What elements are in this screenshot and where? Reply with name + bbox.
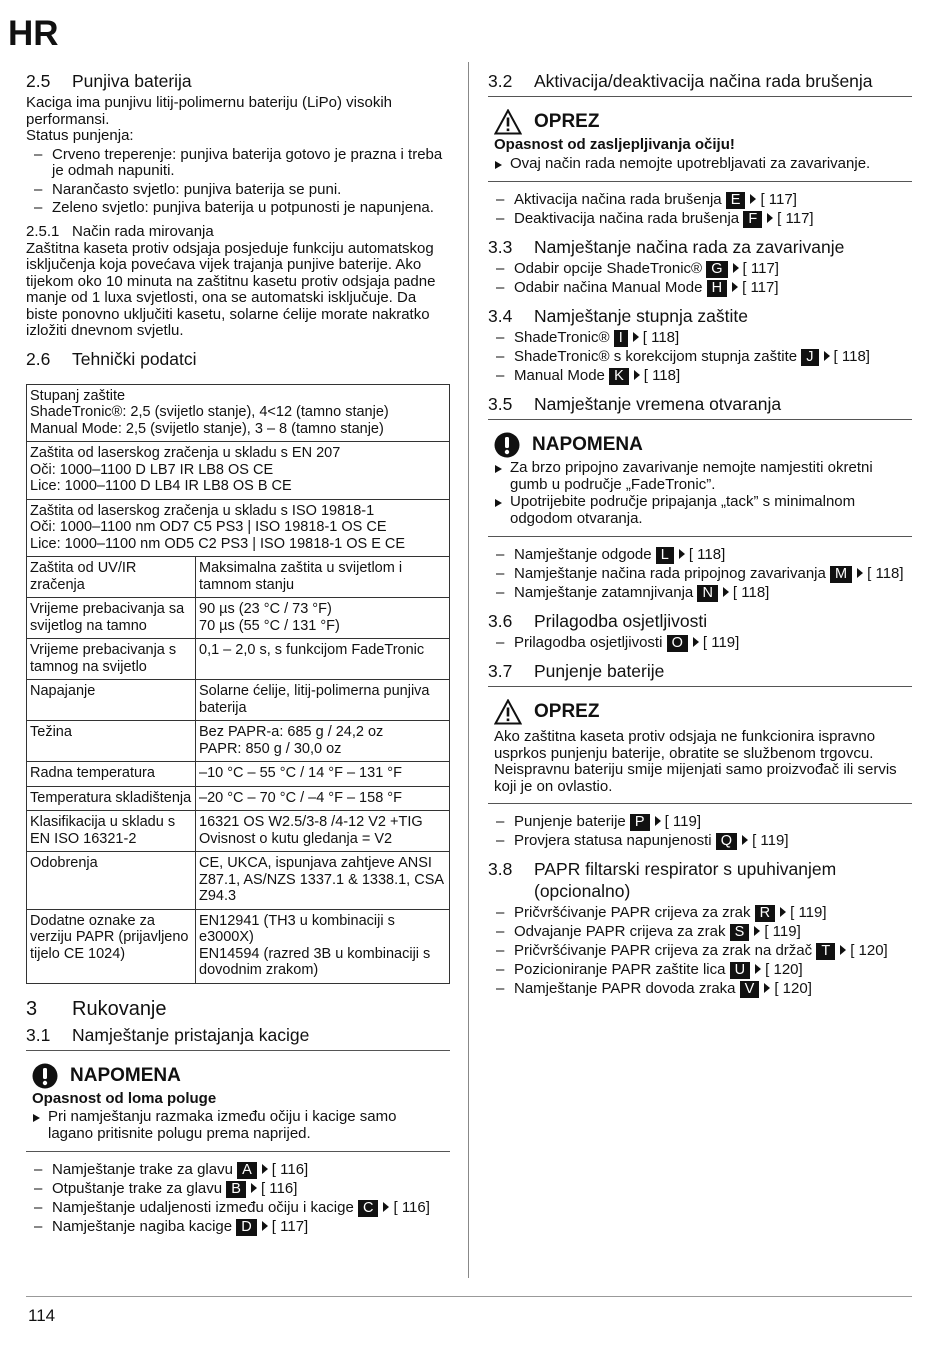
table-row: Temperatura skladištenja –20 °C – 70 °C / –4 °F – 158 °F — [27, 786, 450, 811]
notice-label: OPREZ — [534, 701, 600, 722]
table-row: Dodatne oznake za verziju PAPR (prijavljeno tijelo CE 1024) EN12941 (TH3 u kombinaciji s e3000X) EN14594 (razred 3B u kombinaciji s dovodnim zrakom) — [27, 909, 450, 983]
page-ref[interactable]: [ 117] — [777, 210, 814, 227]
technical-data-table — [26, 384, 450, 984]
page-ref[interactable]: [ 117] — [742, 279, 779, 296]
figure-badge: D — [236, 1219, 256, 1236]
page-ref[interactable]: [ 120] — [774, 980, 812, 997]
figure-badge: N — [697, 585, 717, 602]
step-item: – Namještanje trake za glavu A [ 116] — [26, 1162, 450, 1179]
list-item: Za brzo pripojno zavarivanje nemojte namjestiti okretni gumb u područje „FadeTronic”. — [494, 460, 906, 493]
page-ref[interactable]: [ 118] — [867, 565, 904, 582]
step-item: – Namještanje nagiba kacige D [ 117] — [26, 1219, 450, 1236]
figure-badge: S — [730, 924, 750, 941]
figure-badge: H — [707, 280, 727, 297]
step-item: – Namještanje zatamnjivanja N [ 118] — [488, 585, 912, 602]
figure-badge: V — [740, 981, 760, 998]
page-ref[interactable]: [ 116] — [260, 1180, 298, 1197]
figure-badge: O — [667, 635, 688, 652]
table-row: Vrijeme prebacivanja sa svijetlog na tamno 90 µs (23 °C / 73 °F) 70 µs (55 °C / 131 °F) — [27, 598, 450, 639]
figure-badge: B — [226, 1181, 246, 1198]
page-ref[interactable]: [ 119] — [764, 923, 801, 940]
section-heading: 2.6 Tehnički podatci — [26, 348, 197, 369]
section-heading: 2.5 Punjiva baterija — [26, 71, 192, 91]
figure-badge: J — [801, 349, 818, 366]
arrow-icon — [383, 1202, 389, 1212]
column-divider — [468, 62, 469, 1278]
step-list — [488, 905, 912, 998]
chapter-heading: 3 Rukovanje — [26, 997, 167, 1020]
exclamation-icon — [494, 432, 520, 458]
caution-box — [488, 695, 912, 804]
arrow-icon — [251, 1183, 257, 1193]
figure-badge: E — [726, 192, 746, 209]
section-heading: 3.8 PAPR filtarski respirator s upuhivanjem (opcionalno) — [488, 859, 837, 901]
language-code: HR — [8, 14, 59, 53]
step-item: – Namještanje načina rada pripojnog zavarivanja M [ 118] — [488, 566, 912, 583]
page-ref[interactable]: [ 116] — [393, 1199, 430, 1216]
step-item: – Odabir opcije ShadeTronic® G [ 117] — [488, 261, 912, 278]
exclamation-icon — [32, 1063, 58, 1089]
arrow-icon — [733, 263, 739, 273]
step-item: – ShadeTronic® I [ 118] — [488, 330, 912, 347]
page-ref[interactable]: [ 118] — [643, 367, 681, 384]
section-heading: 3.1 Namještanje pristajanja kacige — [26, 1024, 450, 1051]
warning-triangle-icon — [494, 109, 522, 135]
arrow-icon — [723, 587, 729, 597]
left-column — [26, 62, 450, 1238]
page-ref[interactable]: [ 117] — [271, 1218, 309, 1235]
table-row: Težina Bez PAPR-a: 685 g / 24,2 oz PAPR: 850 g / 30,0 oz — [27, 721, 450, 762]
figure-badge: F — [743, 211, 762, 228]
arrow-icon — [750, 194, 756, 204]
page-ref[interactable]: [ 119] — [790, 904, 827, 921]
step-item: – Punjenje baterije P [ 119] — [488, 814, 912, 831]
right-column — [488, 62, 912, 1000]
page-ref[interactable]: [ 120] — [850, 942, 888, 959]
step-list — [488, 547, 912, 602]
footer-rule — [26, 1296, 912, 1297]
step-item: – Odabir načina Manual Mode H [ 117] — [488, 280, 912, 297]
figure-badge: Q — [716, 833, 737, 850]
section-heading: 3.5 Namještanje vremena otvaranja — [488, 393, 912, 420]
notice-subtitle: Opasnost od loma poluge — [32, 1089, 217, 1107]
page-ref[interactable]: [ 118] — [642, 329, 680, 346]
step-list — [488, 814, 912, 850]
page-ref[interactable]: [ 119] — [702, 634, 740, 651]
arrow-icon — [764, 983, 770, 993]
arrow-icon — [767, 213, 773, 223]
notice-label: NAPOMENA — [532, 434, 643, 455]
arrow-icon — [262, 1164, 268, 1174]
page-ref[interactable]: [ 119] — [664, 813, 702, 830]
step-list — [488, 192, 912, 228]
figure-badge: K — [609, 368, 629, 385]
arrow-icon — [824, 351, 830, 361]
step-item: – Manual Mode K [ 118] — [488, 368, 912, 385]
arrow-icon — [742, 835, 748, 845]
step-item: – Otpuštanje trake za glavu B [ 116] — [26, 1181, 450, 1198]
table-row: Napajanje Solarne ćelije, litij-polimerna punjiva baterija — [27, 680, 450, 721]
step-item: – Deaktivacija načina rada brušenja F [ 117] — [488, 211, 912, 228]
step-list — [488, 261, 912, 297]
figure-badge: R — [755, 905, 775, 922]
table-row: Vrijeme prebacivanja s tamnog na svijetlo 0,1 – 2,0 s, s funkcijom FadeTronic — [27, 639, 450, 680]
step-item: – Provjera statusa napunjenosti Q [ 119] — [488, 833, 912, 850]
charge-status-list — [26, 147, 450, 217]
page-number: 114 — [28, 1306, 56, 1325]
arrow-icon — [755, 964, 761, 974]
section-heading: 3.7 Punjenje baterije — [488, 660, 912, 687]
figure-badge: L — [656, 547, 674, 564]
table-row: Odobrenja CE, UKCA, ispunjava zahtjeve ANSI Z87.1, AS/NZS 1337.1 & 1338.1, CSA Z94.3 — [27, 852, 450, 910]
step-list — [26, 1162, 450, 1236]
page-ref[interactable]: [ 118] — [688, 546, 726, 563]
figure-badge: M — [830, 566, 852, 583]
notice-label: NAPOMENA — [70, 1064, 181, 1086]
paragraph: Zaštitna kaseta protiv odsjaja posjeduje funkciju automatskog isključenja koja povećava vijek trajanja punjive baterije. Ako tijekom oko 10 minuta na zaštitnu kasetu protiv odsjaja padne manje od 1 luxa svjetlosti, ona se automatski isključuje. Da biste ponovno uključiti kasetu, solarne ćelije morate nakratko izložiti dnevnom svjetlu. — [26, 239, 436, 339]
step-item: – Prilagodba osjetljivosti O [ 119] — [488, 635, 912, 652]
warning-triangle-icon — [494, 699, 522, 725]
paragraph: Status punjenja: — [26, 127, 134, 144]
arrow-icon — [633, 332, 639, 342]
table-row: Zaštita od laserskog zračenja u skladu s EN 207 Oči: 1000–1100 D LB7 IR LB8 OS CE Lice: 1000–1100 D LB4 IR LB8 OS B CE — [27, 442, 450, 500]
list-item: – Crveno treperenje: punjiva baterija gotovo je prazna i treba je odmah napuniti. — [26, 147, 450, 180]
figure-badge: C — [358, 1200, 378, 1217]
arrow-icon — [732, 282, 738, 292]
step-item: – Odvajanje PAPR crijeva za zrak S [ 119] — [488, 924, 912, 941]
list-item: Ovaj način rada nemojte upotrebljavati za zavarivanje. — [494, 156, 906, 173]
arrow-icon — [780, 907, 786, 917]
arrow-icon — [679, 549, 685, 559]
notice-box — [26, 1059, 450, 1153]
section-heading: 3.6 Prilagodba osjetljivosti — [488, 611, 708, 631]
step-item: – Namještanje PAPR dovoda zraka V [ 120] — [488, 981, 912, 998]
step-item: – Aktivacija načina rada brušenja E [ 117] — [488, 192, 912, 209]
arrow-icon — [840, 945, 846, 955]
figure-badge: P — [630, 814, 650, 831]
notice-text: Ako zaštitna kaseta protiv odsjaja ne funkcionira ispravno usprkos punjenju baterije, obratite se službenom trgovcu. Neispravnu bateriju smije mijenjati samo proizvođač ili servis koji je on ovlastio. — [494, 728, 897, 795]
page-ref[interactable]: [ 118] — [833, 348, 870, 365]
arrow-icon — [754, 926, 760, 936]
figure-badge: I — [614, 330, 628, 347]
table-row: Zaštita od laserskog zračenja u skladu s ISO 19818-1 Oči: 1000–1100 nm OD7 C5 PS3 | ISO 19818-1 OS CE Lice: 1000–1100 nm OD5 C2 PS3 | ISO 19818-1 OS E CE — [27, 499, 450, 557]
notice-subtitle: Opasnost od zasljepljivanja očiju! — [494, 136, 735, 153]
page-ref[interactable]: [ 116] — [271, 1161, 309, 1178]
arrow-icon — [262, 1221, 268, 1231]
step-item: – Pričvršćivanje PAPR crijeva za zrak R [ 119] — [488, 905, 912, 922]
section-heading: 3.3 Namještanje načina rada za zavarivanje — [488, 237, 845, 257]
figure-badge: T — [816, 943, 835, 960]
step-item: – Pričvršćivanje PAPR crijeva za zrak na držač T [ 120] — [488, 943, 912, 960]
table-row: Stupanj zaštite ShadeTronic®: 2,5 (svijetlo stanje), 4<12 (tamno stanje) Manual Mode: 2,5 (svijetlo stanje), 3 – 8 (tamno stanje) — [27, 384, 450, 442]
page-ref[interactable]: [ 117] — [760, 191, 797, 208]
section-heading: 3.2 Aktivacija/deaktivacija načina rada brušenja — [488, 70, 912, 97]
notice-box — [488, 428, 912, 537]
figure-badge: U — [730, 962, 750, 979]
subsection-heading: 2.5.1 Način rada mirovanja — [26, 222, 214, 240]
step-item: – ShadeTronic® s korekcijom stupnja zaštite J [ 118] — [488, 349, 912, 366]
step-list — [488, 635, 912, 652]
arrow-icon — [857, 568, 863, 578]
notice-label: OPREZ — [534, 111, 600, 132]
caution-box — [488, 105, 912, 182]
page-ref[interactable]: [ 120] — [765, 961, 803, 978]
table-row: Klasifikacija u skladu s EN ISO 16321-2 16321 OS W2.5/3-8 /4-12 V2 +TIG Ovisnost o kutu gledanja = V2 — [27, 811, 450, 852]
section-heading: 3.4 Namještanje stupnja zaštite — [488, 306, 748, 326]
step-item: – Namještanje odgode L [ 118] — [488, 547, 912, 564]
step-item: – Pozicioniranje PAPR zaštite lica U [ 120] — [488, 962, 912, 979]
figure-badge: G — [706, 261, 727, 278]
table-row: Zaštita od UV/IR zračenja Maksimalna zaštita u svijetlom i tamnom stanju — [27, 557, 450, 598]
arrow-icon — [655, 816, 661, 826]
list-item: – Zeleno svjetlo: punjiva baterija u potpunosti je napunjena. — [26, 200, 450, 217]
arrow-icon — [693, 637, 699, 647]
page-ref[interactable]: [ 118] — [732, 584, 770, 601]
page-ref[interactable]: [ 119] — [752, 832, 789, 849]
list-item: – Narančasto svjetlo: punjiva baterija se puni. — [26, 182, 450, 199]
list-item: Pri namještanju razmaka između očiju i kacige samo lagano pritisnite polugu prema naprijed. — [32, 1109, 444, 1142]
list-item: Upotrijebite područje pripajanja „tack” s minimalnom odgodom otvaranja. — [494, 494, 906, 527]
step-item: – Namještanje udaljenosti između očiju i kacige C [ 116] — [26, 1200, 450, 1217]
step-list — [488, 330, 912, 385]
arrow-icon — [634, 370, 640, 380]
table-row: Radna temperatura –10 °C – 55 °C / 14 °F – 131 °F — [27, 762, 450, 787]
paragraph: Kaciga ima punjivu litij-polimernu bateriju (LiPo) visokih performansi. — [26, 94, 392, 128]
page-ref[interactable]: [ 117] — [742, 260, 779, 277]
figure-badge: A — [237, 1162, 257, 1179]
